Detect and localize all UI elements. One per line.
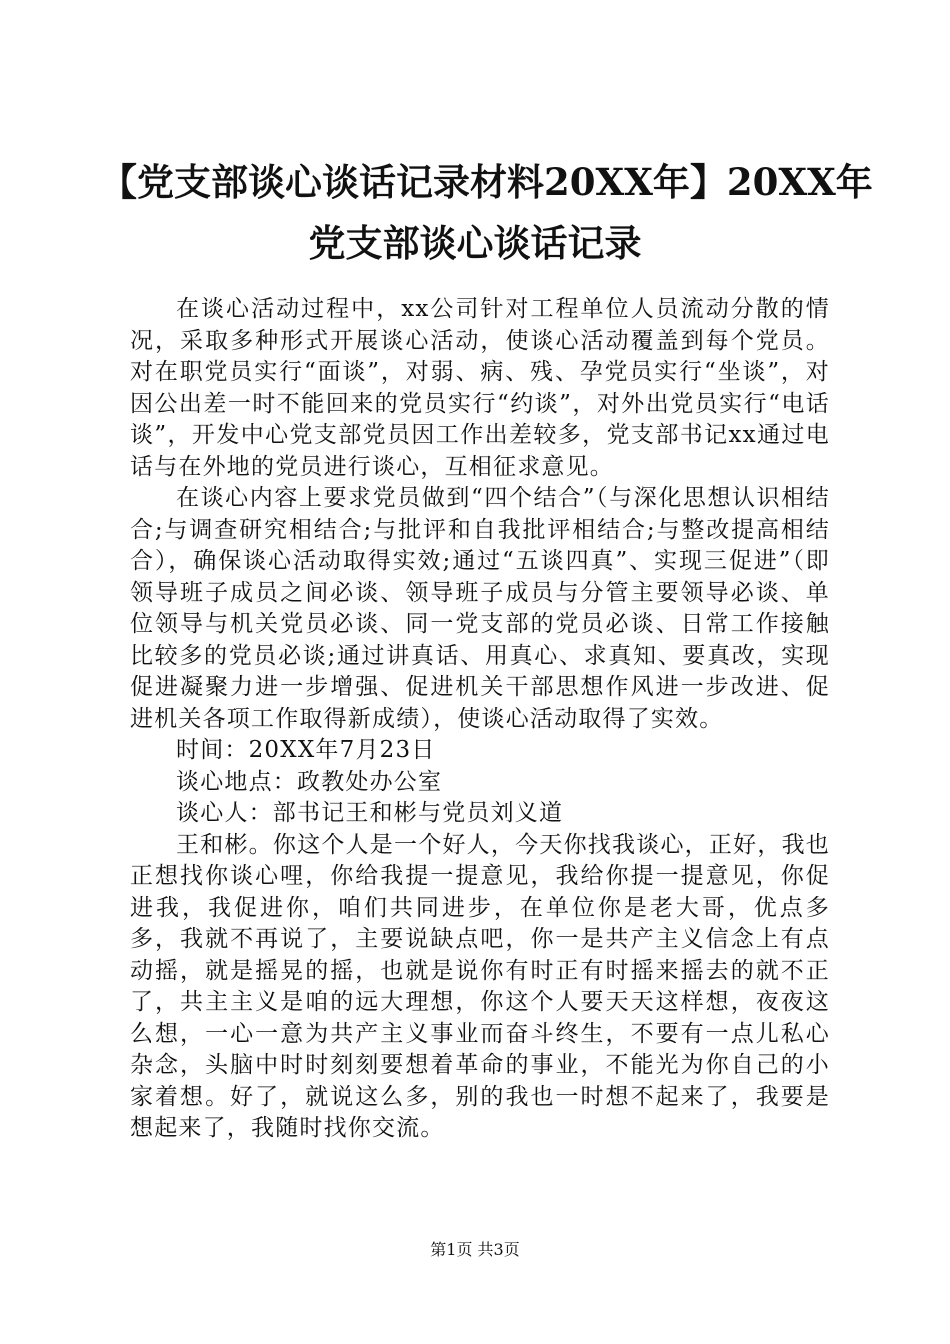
meeting-participants: 谈心人：部书记王和彬与党员刘义道 [176,800,564,826]
document-body [130,294,830,1145]
paragraph-content-requirements: 在谈心内容上要求党员做到“四个结合”（与深化思想认识相结合;与调查研究相结合;与批评和自我批评相结合;与整改提高相结合），确保谈心活动取得实效;通过“五谈四真”、实现三促进”（即领导班子成员之间必谈、领导班子成员与分管主要领导必谈、单位领导与机关党员必谈、同一党支部的党员必谈、日常工作接触比较多的党员必谈;通过讲真话、用真心、求真知、要真改，实现促进凝聚力进一步增强、促进机关干部思想作风进一步改进、促进机关各项工作取得新成绩），使谈心活动取得了实效。 [130,485,830,732]
document-title-line-1: 【党支部谈心谈话记录材料20XX年】20XX年 [100,160,873,204]
page-number-footer: 第1页 共3页 [430,1240,520,1259]
paragraph-activity-process: 在谈心活动过程中，xx公司针对工程单位人员流动分散的情况，采取多种形式开展谈心活动，使谈心活动覆盖到每个党员。对在职党员实行“面谈”，对弱、病、残、孕党员实行“坐谈”，对因公出差一时不能回来的党员实行“约谈”，对外出党员实行“电话谈”，开发中心党支部党员因工作出差较多，党支部书记xx通过电话与在外地的党员进行谈心，互相征求意见。 [130,296,830,480]
paragraph-conversation: 王和彬。你这个人是一个好人，今天你找我谈心，正好，我也正想找你谈心哩，你给我提一提意见，我给你提一提意见，你促进我，我促进你，咱们共同进步，在单位你是老大哥，优点多多，我就不再说了，主要说缺点吧，你一是共产主义信念上有点动摇，就是摇晃的摇，也就是说你有时正有时摇来摇去的就不正了，共主主义是咱的远大理想，你这个人要天天这样想，夜夜这么想，一心一意为共产主义事业而奋斗终生，不要有一点儿私心杂念，头脑中时时刻刻要想着革命的事业，不能光为你自己的小家着想。好了，就说这么多，别的我也一时想不起来了，我要是想起来了，我随时找你交流。 [130,831,830,1141]
meeting-time: 时间：20XX年7月23日 [176,737,436,763]
meeting-location: 谈心地点：政教处办公室 [176,768,443,795]
document-title-line-2: 党支部谈心谈话记录 [308,221,642,265]
